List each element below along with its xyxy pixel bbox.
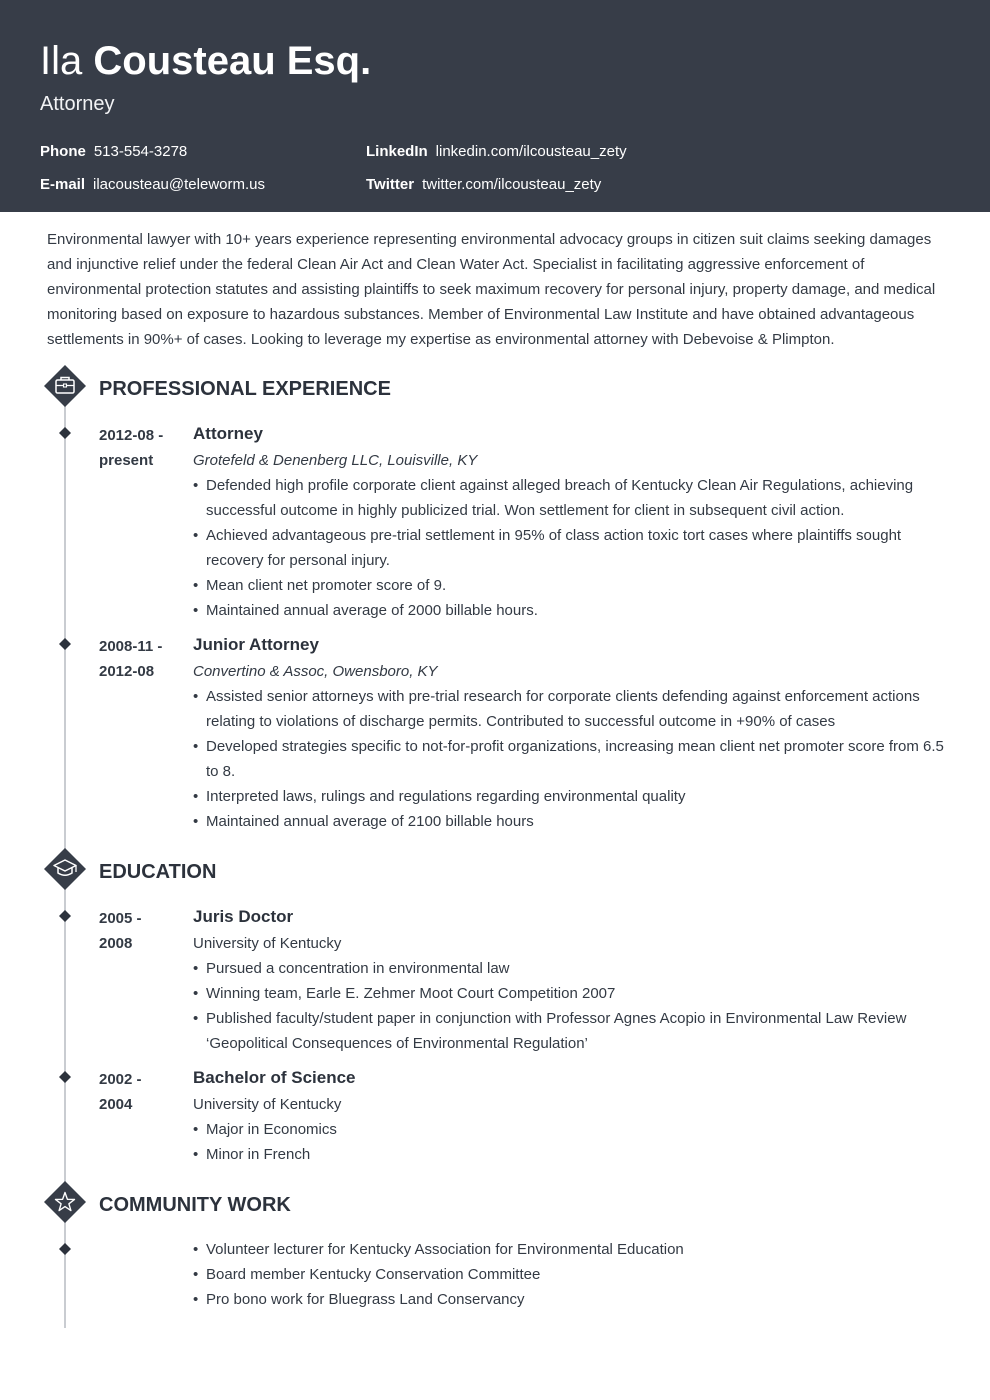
contact-phone — [40, 142, 187, 162]
bullet-item: • Minor in French — [193, 1142, 948, 1167]
graduation-cap-icon — [44, 848, 86, 890]
timeline-marker — [59, 1071, 71, 1083]
entry-organization: University of Kentucky — [193, 935, 342, 952]
bullet-list — [193, 1237, 948, 1312]
section-title-experience: PROFESSIONAL EXPERIENCE — [99, 378, 391, 400]
profile-summary: Environmental lawyer with 10+ years experience representing environmental advocacy groups in citizen suit claims seeking damages and injunctive relief under the federal Clean Air Act and Clean Water Act. Specialist in facilitating aggressive enforcement of environmental protection statutes and assisting plaintiffs to seek maximum recovery for personal injury, property damage, and medical monitoring based on exposure to hazardous substances. Member of Environmental Law Institute and have obtained advantageous settlements in 90%+ of cases. Looking to leverage my expertise as environmental attorney with Debevoise & Plimpton. — [47, 231, 936, 348]
timeline-marker — [59, 638, 71, 650]
briefcase-icon — [44, 365, 86, 407]
contact-value: linkedin.com/ilcousteau_zety — [435, 143, 627, 160]
entry-title: Juris Doctor — [193, 907, 294, 926]
bullet-item: • Published faculty/student paper in conjunction with Professor Agnes Acopio in Environmental Law Review ‘Geopolitical Consequences of Environmental Regulation’ — [193, 1006, 948, 1056]
entry-title: Bachelor of Science — [193, 1068, 356, 1087]
star-icon — [44, 1181, 86, 1223]
candidate-name — [40, 38, 371, 84]
contact-label: Phone — [40, 143, 86, 160]
date-end: 2012-08 — [99, 663, 155, 680]
contact-label: E-mail — [40, 176, 86, 193]
bullet-item: • Assisted senior attorneys with pre-trial research for corporate clients defending against enforcement actions relating to violations of discharge permits. Contributed to successful outcome in +90% of cases — [193, 684, 948, 734]
contact-twitter — [366, 175, 601, 195]
date-start: 2005 - — [99, 910, 142, 927]
community-entry — [193, 1237, 948, 1312]
last-name: Cousteau Esq. — [93, 39, 372, 83]
entry-title: Junior Attorney — [193, 635, 319, 654]
contact-label: LinkedIn — [366, 143, 428, 160]
experience-entry — [193, 633, 948, 834]
education-entry — [193, 1066, 948, 1167]
contact-value: twitter.com/ilcousteau_zety — [422, 176, 602, 193]
bullet-item: • Defended high profile corporate client against alleged breach of Kentucky Clean Air Regulations, achieving successful outcome in highly publicized trial. Won settlement for client in subsequent civil action. — [193, 473, 948, 523]
resume-header — [0, 0, 990, 212]
experience-entry — [193, 422, 948, 623]
date-start: 2008-11 - — [99, 638, 163, 655]
entry-date — [99, 423, 184, 473]
date-end: 2004 — [99, 1096, 133, 1113]
bullet-list — [193, 1117, 948, 1167]
bullet-item: • Interpreted laws, rulings and regulations regarding environmental quality — [193, 784, 948, 809]
bullet-list — [193, 473, 948, 623]
contact-value: ilacousteau@teleworm.us — [93, 176, 265, 193]
date-start: 2012-08 - — [99, 427, 164, 444]
bullet-item: • Major in Economics — [193, 1117, 948, 1142]
entry-organization: Convertino & Assoc, Owensboro, KY — [193, 663, 438, 680]
entry-date — [99, 1067, 184, 1117]
bullet-item: • Mean client net promoter score of 9. — [193, 573, 948, 598]
contact-linkedin — [366, 142, 627, 162]
bullet-item: • Developed strategies specific to not-for-profit organizations, increasing mean client net promoter score from 6.5 to 8. — [193, 734, 948, 784]
bullet-item: • Volunteer lecturer for Kentucky Association for Environmental Education — [193, 1237, 948, 1262]
bullet-list — [193, 684, 948, 834]
first-name: Ila — [40, 39, 83, 83]
entry-title: Attorney — [193, 424, 263, 443]
education-entry — [193, 905, 948, 1056]
section-title-education: EDUCATION — [99, 861, 217, 883]
bullet-item: • Maintained annual average of 2000 billable hours. — [193, 598, 948, 623]
date-end: 2008 — [99, 935, 133, 952]
contact-label: Twitter — [366, 176, 415, 193]
section-title-community: COMMUNITY WORK — [99, 1194, 291, 1216]
entry-organization: Grotefeld & Denenberg LLC, Louisville, KY — [193, 452, 478, 469]
bullet-item: • Achieved advantageous pre-trial settlement in 95% of class action toxic tort cases where plaintiffs sought recovery for personal injury. — [193, 523, 948, 573]
date-start: 2002 - — [99, 1071, 142, 1088]
job-title: Attorney — [40, 93, 115, 115]
contact-email — [40, 175, 265, 195]
bullet-item: • Pro bono work for Bluegrass Land Conservancy — [193, 1287, 948, 1312]
bullet-item: • Winning team, Earle E. Zehmer Moot Court Competition 2007 — [193, 981, 948, 1006]
date-end: present — [99, 452, 154, 469]
bullet-item: • Board member Kentucky Conservation Committee — [193, 1262, 948, 1287]
entry-organization: University of Kentucky — [193, 1096, 342, 1113]
entry-date — [99, 906, 184, 956]
bullet-item: • Pursued a concentration in environmental law — [193, 956, 948, 981]
bullet-list — [193, 956, 948, 1056]
timeline-marker — [59, 910, 71, 922]
timeline-marker — [59, 1243, 71, 1255]
timeline-marker — [59, 427, 71, 439]
bullet-item: • Maintained annual average of 2100 billable hours — [193, 809, 948, 834]
contact-value: 513-554-3278 — [93, 143, 188, 160]
entry-date — [99, 634, 184, 684]
